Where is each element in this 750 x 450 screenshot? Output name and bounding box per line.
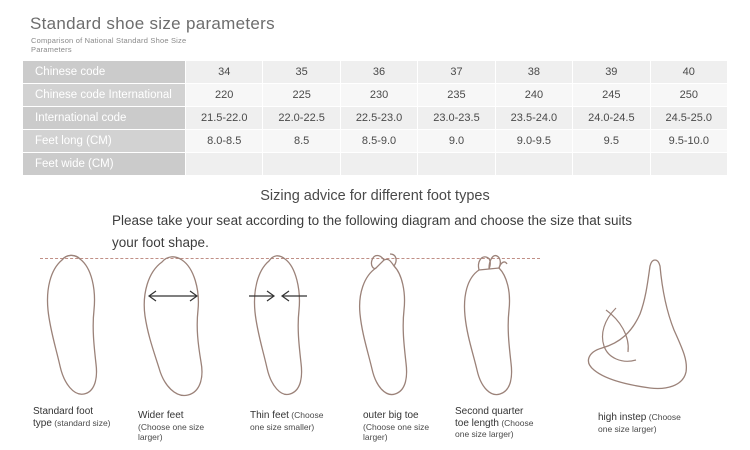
foot-high-instep-icon (570, 248, 700, 403)
table-cell (263, 153, 340, 176)
table-cell: 9.5-10.0 (650, 130, 727, 153)
foot-hint: (Choose one size larger) (598, 412, 681, 434)
table-cell: 24.5-25.0 (650, 107, 727, 130)
size-parameter-table (22, 60, 728, 176)
table-row (23, 61, 728, 84)
table-cell: 8.0-8.5 (186, 130, 263, 153)
table-cell: 38 (495, 61, 572, 84)
table-cell: 37 (418, 61, 495, 84)
foot-label: Standard foot type (33, 406, 94, 429)
foot-second-toe-icon (455, 248, 527, 403)
table-cell: 23.5-24.0 (495, 107, 572, 130)
table-cell: 220 (186, 84, 263, 107)
foot-label: Wider feet (138, 410, 184, 421)
table-cell: 245 (573, 84, 650, 107)
foot-caption-thin (250, 410, 330, 432)
foot-hint: (Choose one size smaller) (250, 410, 324, 432)
narrow-arrow-icon (249, 291, 307, 301)
page-subtitle: Comparison of National Standard Shoe Size Parameters (31, 36, 187, 54)
foot-hint: (standard size) (54, 417, 111, 428)
row-header: Chinese code International (23, 84, 186, 107)
foot-outer-big-toe-icon (350, 248, 422, 403)
width-arrow-icon (149, 291, 197, 301)
row-header: Feet long (CM) (23, 130, 186, 153)
table-cell: 240 (495, 84, 572, 107)
table-cell (495, 153, 572, 176)
foot-hint: (Choose one size larger) (455, 417, 534, 439)
table-cell: 9.0-9.5 (495, 130, 572, 153)
foot-wider-icon (140, 248, 218, 403)
table-cell: 8.5 (263, 130, 340, 153)
row-header: Feet wide (CM) (23, 153, 186, 176)
foot-label: outer big toe (363, 410, 419, 421)
table-cell: 9.5 (573, 130, 650, 153)
advice-heading: Sizing advice for different foot types (260, 188, 490, 204)
table-cell (418, 153, 495, 176)
table-row (23, 153, 728, 176)
page-title: Standard shoe size parameters (30, 14, 275, 33)
table-row (23, 130, 728, 153)
table-cell: 9.0 (418, 130, 495, 153)
table-cell: 8.5-9.0 (340, 130, 417, 153)
table-row (23, 107, 728, 130)
table-cell: 34 (186, 61, 263, 84)
row-header: Chinese code (23, 61, 186, 84)
table-cell: 250 (650, 84, 727, 107)
table-cell: 36 (340, 61, 417, 84)
table-cell (340, 153, 417, 176)
advice-body: Please take your seat according to the following diagram and choose the size that suits your foot shape. (112, 213, 633, 250)
foot-thin-icon (245, 248, 317, 403)
foot-type-diagram (0, 248, 750, 442)
foot-caption-wider (138, 410, 218, 443)
table-cell: 35 (263, 61, 340, 84)
foot-hint: (Choose one size larger) (363, 421, 430, 442)
table-row (23, 84, 728, 107)
table-cell: 235 (418, 84, 495, 107)
table-cell: 40 (650, 61, 727, 84)
foot-label: Second quarter toe length (455, 406, 524, 429)
table-cell: 230 (340, 84, 417, 107)
foot-hint: (Choose one size larger) (138, 421, 205, 442)
foot-standard-icon (40, 248, 110, 403)
foot-label: Thin feet (250, 410, 289, 421)
foot-label: high instep (598, 412, 647, 423)
table-cell (650, 153, 727, 176)
foot-caption-standard (33, 406, 113, 429)
foot-caption-second-toe (455, 406, 535, 440)
table-cell: 39 (573, 61, 650, 84)
table-cell: 22.0-22.5 (263, 107, 340, 130)
table-cell: 23.0-23.5 (418, 107, 495, 130)
table-cell: 22.5-23.0 (340, 107, 417, 130)
foot-caption-high-instep (598, 412, 688, 434)
table-cell (573, 153, 650, 176)
table-cell: 21.5-22.0 (186, 107, 263, 130)
table-cell (186, 153, 263, 176)
row-header: International code (23, 107, 186, 130)
foot-caption-outer-big-toe (363, 410, 443, 443)
table-cell: 225 (263, 84, 340, 107)
table-cell: 24.0-24.5 (573, 107, 650, 130)
